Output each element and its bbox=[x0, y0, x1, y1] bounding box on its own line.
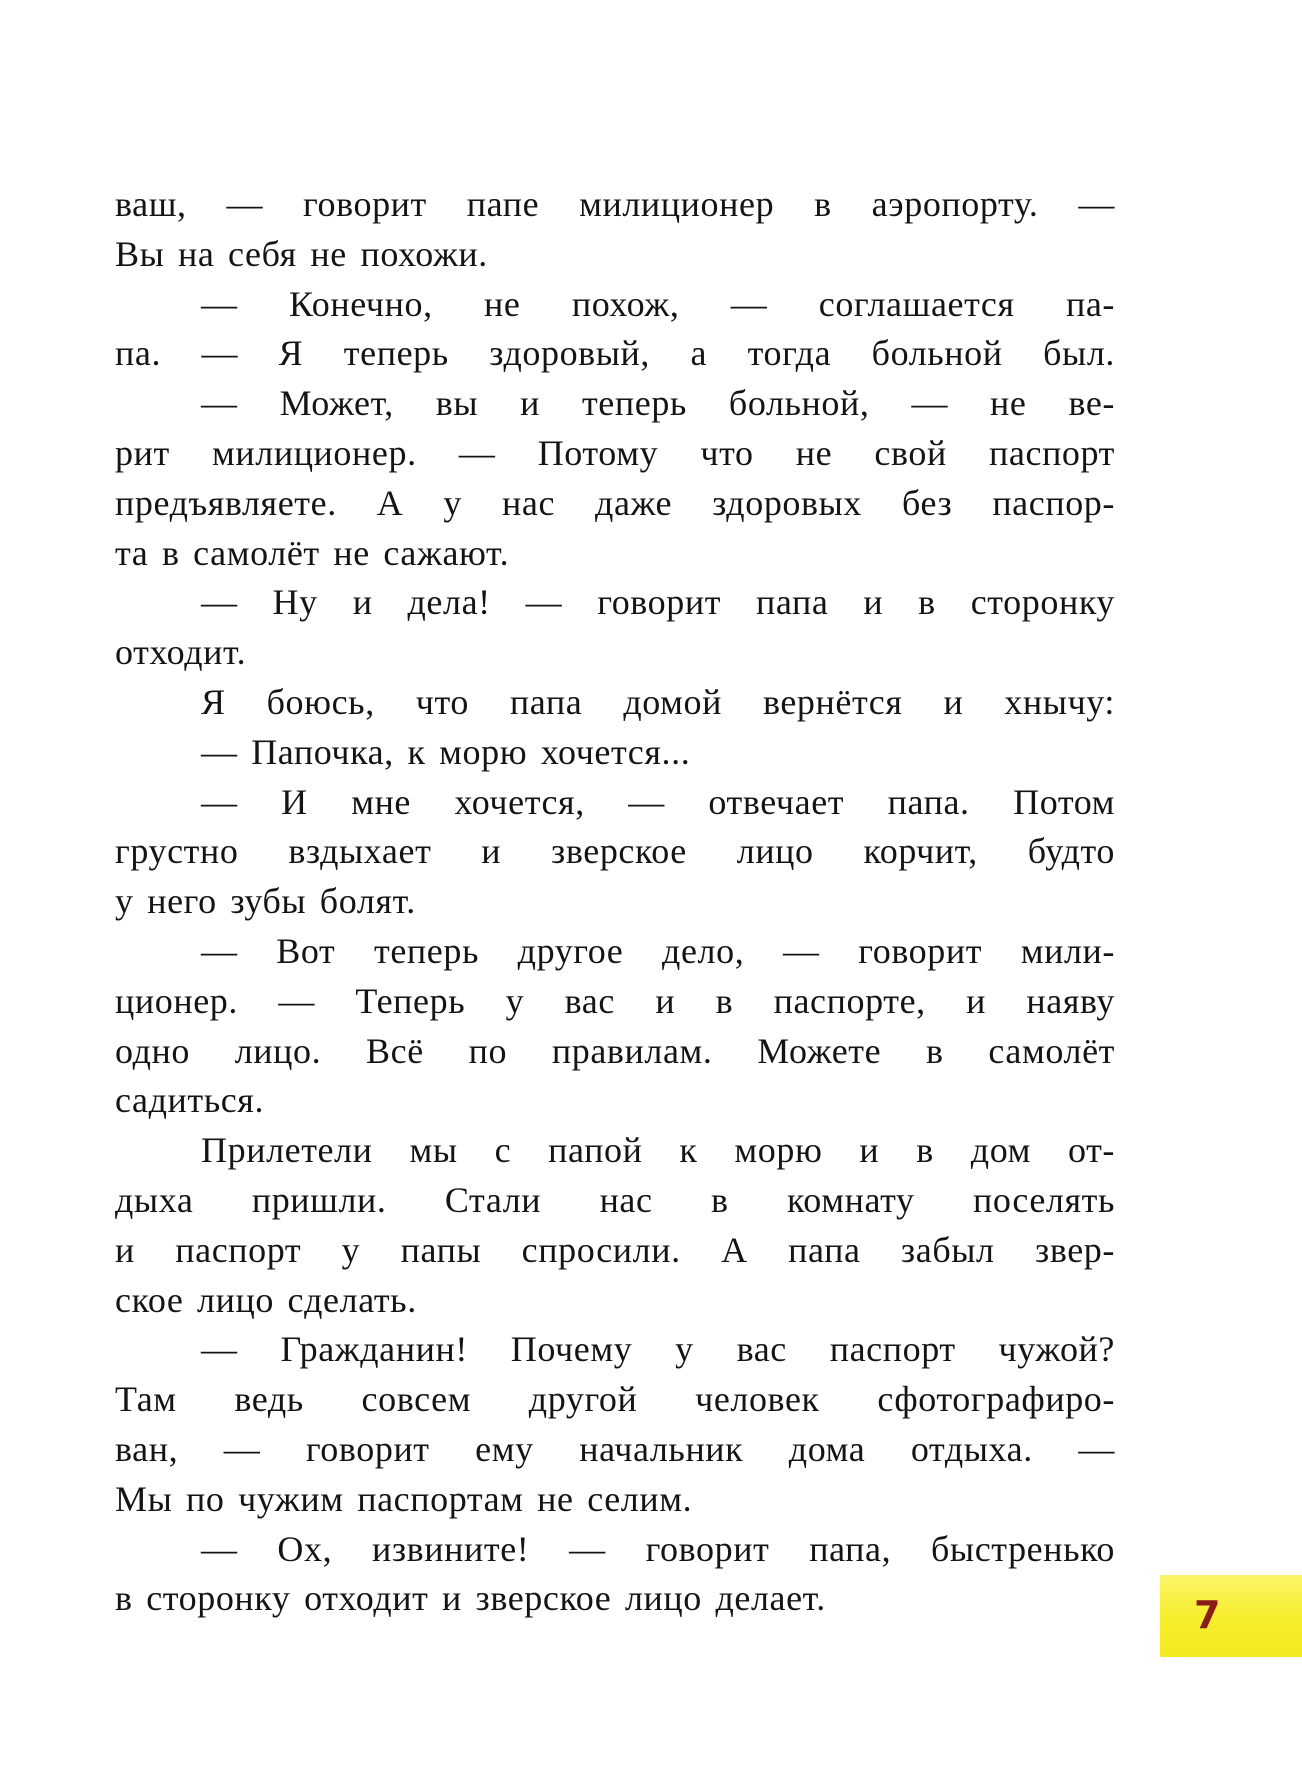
text-line: — Гражданин! Почему у вас паспорт чужой? bbox=[201, 1329, 1115, 1370]
text-line: предъявляете. А у нас даже здоровых без паспор- bbox=[115, 482, 1115, 523]
text-line: ционер. — Теперь у вас и в паспорте, и наяву bbox=[115, 980, 1115, 1021]
text-line: и паспорт у папы спросили. А папа забыл звер- bbox=[115, 1229, 1115, 1270]
text-line: Я боюсь, что папа домой вернётся и хнычу: bbox=[201, 681, 1115, 722]
text-line: па. — Я теперь здоровый, а тогда больной был. bbox=[115, 333, 1115, 374]
text-line: та в самолёт не сажают. bbox=[115, 532, 510, 573]
page-number-tab bbox=[1160, 1575, 1302, 1657]
text-line: отходит. bbox=[115, 632, 247, 673]
text-line: — Вот теперь другое дело, — говорит мили- bbox=[201, 930, 1115, 971]
text-line: ваш, — говорит папе милиционер в аэропорту. — bbox=[115, 184, 1115, 224]
text-line: ван, — говорит ему начальник дома отдыха. — bbox=[115, 1428, 1115, 1469]
text-line: — Ох, извините! — говорит папа, быстренько bbox=[201, 1528, 1115, 1569]
text-line: Мы по чужим паспортам не селим. bbox=[115, 1478, 693, 1519]
text-line: — Ну и дела! — говорит папа и в сторонку bbox=[201, 582, 1115, 623]
book-page-text bbox=[115, 180, 1115, 1624]
text-line: дыха пришли. Стали нас в комнату поселять bbox=[115, 1179, 1115, 1220]
text-line: ское лицо сделать. bbox=[115, 1279, 417, 1320]
text-line: — Папочка, к морю хочется... bbox=[201, 731, 691, 772]
page-number: 7 bbox=[1194, 1593, 1221, 1637]
text-line: рит милиционер. — Потому что не свой паспорт bbox=[115, 432, 1115, 473]
text-line: в сторонку отходит и зверское лицо делает. bbox=[115, 1578, 826, 1619]
text-line: одно лицо. Всё по правилам. Можете в самолёт bbox=[115, 1030, 1115, 1071]
text-line: Прилетели мы с папой к морю и в дом от- bbox=[201, 1130, 1115, 1171]
text-line: садиться. bbox=[115, 1080, 265, 1121]
text-line: — Конечно, не похож, — соглашается па- bbox=[201, 283, 1115, 324]
text-line: у него зубы болят. bbox=[115, 881, 416, 922]
text-line: — И мне хочется, — отвечает папа. Потом bbox=[201, 781, 1115, 822]
text-line: грустно вздыхает и зверское лицо корчит, будто bbox=[115, 831, 1115, 872]
text-line: Там ведь совсем другой человек сфотографиро- bbox=[115, 1379, 1115, 1420]
text-line: Вы на себя не похожи. bbox=[115, 233, 488, 274]
text-line: — Может, вы и теперь больной, — не ве- bbox=[201, 383, 1115, 424]
